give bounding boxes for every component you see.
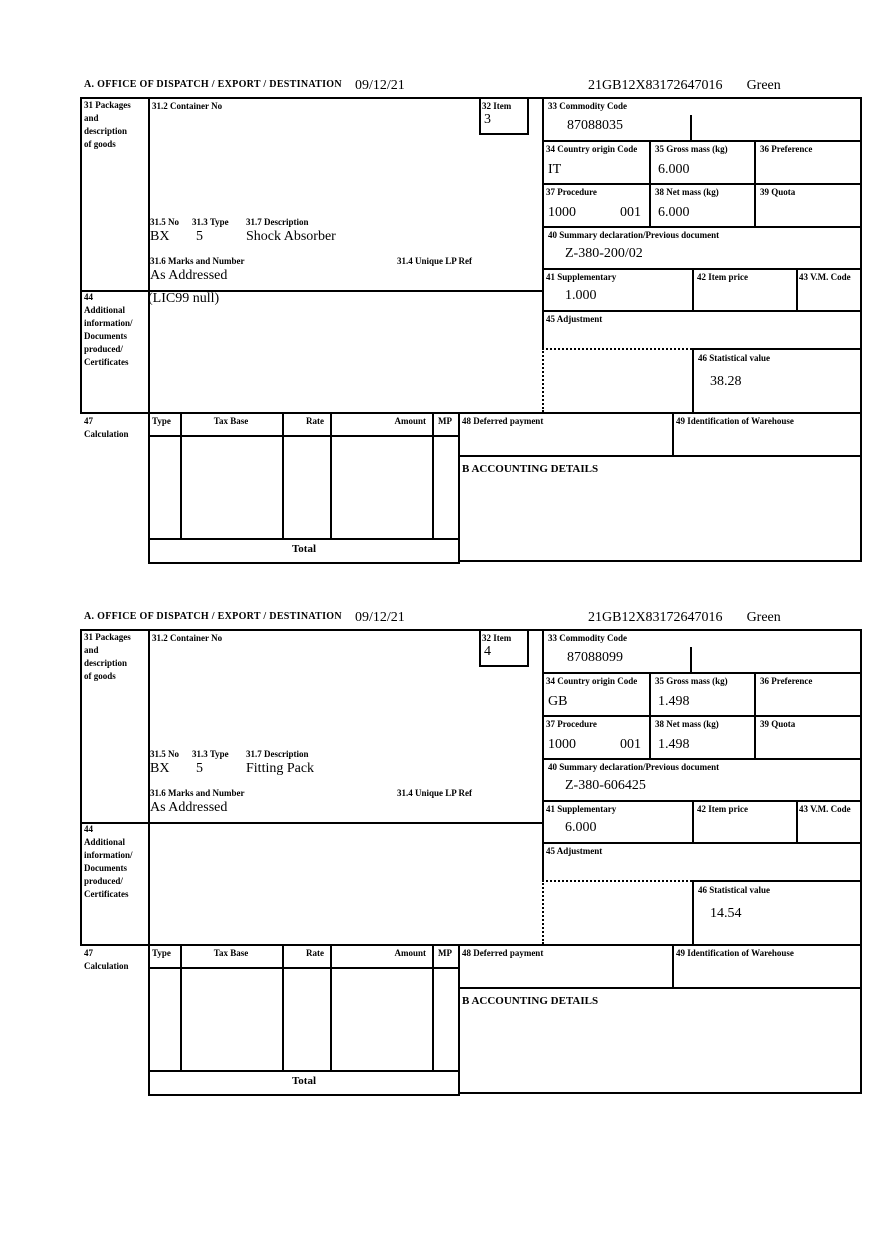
packages-label: and xyxy=(84,113,99,123)
form-border-line xyxy=(542,183,862,185)
form-border-line xyxy=(692,268,694,312)
goods-description-value: Shock Absorber xyxy=(246,229,336,244)
marks-and-number-label: 31.6 Marks and Number xyxy=(150,256,245,266)
quota-label: 39 Quota xyxy=(760,187,796,197)
form-border-line xyxy=(148,538,460,540)
previous-document-label: 40 Summary declaration/Previous document xyxy=(548,230,720,240)
unique-lp-ref-label: 31.4 Unique LP Ref xyxy=(397,256,473,266)
calc-total-label: Total xyxy=(291,543,317,555)
item-price-label: 42 Item price xyxy=(697,272,748,282)
warehouse-id-label: 49 Identification of Warehouse xyxy=(676,416,794,426)
calc-amount-header: Amount xyxy=(394,416,426,426)
calc-type-header: Type xyxy=(152,948,171,958)
calculation-label: 47 xyxy=(84,948,93,958)
previous-document-value: Z-380-606425 xyxy=(565,778,646,793)
additional-information-value: (LIC99 null) xyxy=(148,291,220,306)
declaration-date: 09/12/21 xyxy=(355,610,405,625)
form-border-line xyxy=(542,672,862,674)
commodity-code-label: 33 Commodity Code xyxy=(548,633,627,643)
item-number-value: 3 xyxy=(484,112,491,127)
form-border-dotted-line xyxy=(542,348,544,412)
commodity-code-value: 87088035 xyxy=(567,118,623,133)
form-border-dotted-line xyxy=(542,348,692,350)
additional-info-label: Certificates xyxy=(84,357,129,367)
office-of-dispatch-heading: A. OFFICE OF DISPATCH / EXPORT / DESTINATION xyxy=(84,79,342,90)
gross-mass-value: 1.498 xyxy=(658,694,690,709)
calc-mp-header: MP xyxy=(438,416,452,426)
form-border-line xyxy=(458,560,862,562)
additional-info-label: Documents xyxy=(84,863,127,873)
form-border-line xyxy=(148,629,150,1096)
form-border-line xyxy=(692,880,862,882)
net-mass-label: 38 Net mass (kg) xyxy=(655,187,719,197)
deferred-payment-label: 48 Deferred payment xyxy=(462,948,544,958)
calc-tax-base-header: Tax Base xyxy=(213,416,249,426)
additional-info-label: produced/ xyxy=(84,876,123,886)
form-border-line xyxy=(80,944,862,946)
form-border-line xyxy=(692,800,694,844)
packages-type-label: 31.3 Type xyxy=(192,217,229,227)
gross-mass-value: 6.000 xyxy=(658,162,690,177)
declaration-reference xyxy=(588,78,781,94)
calc-rate-header: Rate xyxy=(306,948,324,958)
form-border-line xyxy=(672,412,674,457)
packages-type-value: 5 xyxy=(196,761,203,776)
form-border-line xyxy=(542,800,862,802)
additional-info-label: 44 xyxy=(84,824,93,834)
form-border-line xyxy=(80,629,862,631)
additional-info-label: information/ xyxy=(84,850,133,860)
calculation-label: Calculation xyxy=(84,961,129,971)
form-border-line xyxy=(282,412,284,538)
form-border-line xyxy=(796,268,798,312)
marks-and-number-value: As Addressed xyxy=(150,800,228,815)
form-border-line xyxy=(180,944,182,1070)
adjustment-label: 45 Adjustment xyxy=(546,846,603,856)
declaration-item-sheet xyxy=(80,610,864,1110)
procedure-code-value: 001 xyxy=(620,737,641,752)
item-label: 32 Item xyxy=(482,633,512,643)
form-border-line xyxy=(649,672,651,760)
statistical-value-label: 46 Statistical value xyxy=(698,885,770,895)
packages-label: and xyxy=(84,645,99,655)
declaration-reference xyxy=(588,610,781,626)
additional-info-label: information/ xyxy=(84,318,133,328)
form-border-dotted-line xyxy=(542,880,544,944)
form-border-line xyxy=(148,97,150,564)
item-price-label: 42 Item price xyxy=(697,804,748,814)
form-border-line xyxy=(527,97,529,135)
procedure-label: 37 Procedure xyxy=(546,719,597,729)
packages-label: 31 Packages xyxy=(84,632,131,642)
form-border-line xyxy=(432,412,434,538)
supplementary-label: 41 Supplementary xyxy=(546,272,617,282)
country-origin-value: IT xyxy=(548,162,562,177)
form-border-line xyxy=(282,944,284,1070)
form-border-line xyxy=(479,133,529,135)
adjustment-label: 45 Adjustment xyxy=(546,314,603,324)
unique-lp-ref-label: 31.4 Unique LP Ref xyxy=(397,788,473,798)
calc-tax-base-header: Tax Base xyxy=(213,948,249,958)
statistical-value-label: 46 Statistical value xyxy=(698,353,770,363)
preference-label: 36 Preference xyxy=(760,144,813,154)
form-border-line xyxy=(542,140,862,142)
item-label: 32 Item xyxy=(482,101,512,111)
form-border-line xyxy=(80,97,862,99)
additional-info-label: Documents xyxy=(84,331,127,341)
form-border-line xyxy=(148,1070,460,1072)
form-border-line xyxy=(458,944,460,1094)
calc-total-label: Total xyxy=(291,1075,317,1087)
form-border-line xyxy=(330,412,332,538)
previous-document-value: Z-380-200/02 xyxy=(565,246,643,261)
form-border-dotted-line xyxy=(542,880,692,882)
country-origin-label: 34 Country origin Code xyxy=(546,144,638,154)
office-of-dispatch-heading: A. OFFICE OF DISPATCH / EXPORT / DESTINATION xyxy=(84,611,342,622)
supplementary-label: 41 Supplementary xyxy=(546,804,617,814)
goods-description-label: 31.7 Description xyxy=(246,749,309,759)
accounting-details-heading: B ACCOUNTING DETAILS xyxy=(462,995,599,1007)
container-no-label: 31.2 Container No xyxy=(152,101,223,111)
commodity-code-value: 87088099 xyxy=(567,650,623,665)
calculation-label: 47 xyxy=(84,416,93,426)
form-border-line xyxy=(690,115,692,142)
form-border-line xyxy=(542,310,862,312)
form-border-line xyxy=(692,348,694,414)
procedure-value: 1000 xyxy=(548,737,576,752)
vm-code-label: 43 V.M. Code xyxy=(799,804,851,814)
form-border-line xyxy=(754,672,756,760)
routing-status: Green xyxy=(746,78,781,93)
form-border-line xyxy=(754,140,756,228)
form-border-line xyxy=(479,629,481,665)
quota-label: 39 Quota xyxy=(760,719,796,729)
marks-and-number-label: 31.6 Marks and Number xyxy=(150,788,245,798)
form-border-line xyxy=(330,944,332,1070)
movement-reference-number: 21GB12X83172647016 xyxy=(588,610,723,625)
form-border-line xyxy=(148,967,460,969)
form-border-line xyxy=(458,455,862,457)
movement-reference-number: 21GB12X83172647016 xyxy=(588,78,723,93)
form-border-line xyxy=(692,880,694,946)
net-mass-label: 38 Net mass (kg) xyxy=(655,719,719,729)
form-border-line xyxy=(479,665,529,667)
gross-mass-label: 35 Gross mass (kg) xyxy=(655,676,728,686)
country-origin-label: 34 Country origin Code xyxy=(546,676,638,686)
form-border-line xyxy=(148,435,460,437)
calc-amount-header: Amount xyxy=(394,948,426,958)
vm-code-label: 43 V.M. Code xyxy=(799,272,851,282)
form-border-line xyxy=(690,647,692,674)
marks-and-number-value: As Addressed xyxy=(150,268,228,283)
supplementary-value: 1.000 xyxy=(565,288,597,303)
packages-no-value: BX xyxy=(150,761,170,776)
additional-info-label: Additional xyxy=(84,837,126,847)
form-border-line xyxy=(542,97,544,350)
deferred-payment-label: 48 Deferred payment xyxy=(462,416,544,426)
packages-label: 31 Packages xyxy=(84,100,131,110)
packages-type-value: 5 xyxy=(196,229,203,244)
packages-label: of goods xyxy=(84,139,116,149)
form-border-line xyxy=(80,97,82,414)
procedure-label: 37 Procedure xyxy=(546,187,597,197)
form-border-line xyxy=(649,140,651,228)
calc-type-header: Type xyxy=(152,416,171,426)
form-border-line xyxy=(148,562,460,564)
form-border-line xyxy=(542,629,544,882)
form-border-line xyxy=(542,226,862,228)
form-border-line xyxy=(860,629,862,1094)
form-border-line xyxy=(180,412,182,538)
form-border-line xyxy=(527,629,529,667)
supplementary-value: 6.000 xyxy=(565,820,597,835)
additional-info-label: 44 xyxy=(84,292,93,302)
calc-mp-header: MP xyxy=(438,948,452,958)
preference-label: 36 Preference xyxy=(760,676,813,686)
statistical-value: 38.28 xyxy=(710,374,742,389)
form-border-line xyxy=(479,97,481,133)
form-border-line xyxy=(542,758,862,760)
declaration-item-sheet xyxy=(80,78,864,578)
gross-mass-label: 35 Gross mass (kg) xyxy=(655,144,728,154)
accounting-details-heading: B ACCOUNTING DETAILS xyxy=(462,463,599,475)
container-no-label: 31.2 Container No xyxy=(152,633,223,643)
packages-label: description xyxy=(84,658,128,668)
net-mass-value: 6.000 xyxy=(658,205,690,220)
packages-no-label: 31.5 No xyxy=(150,749,179,759)
declaration-date: 09/12/21 xyxy=(355,78,405,93)
previous-document-label: 40 Summary declaration/Previous document xyxy=(548,762,720,772)
additional-info-label: Certificates xyxy=(84,889,129,899)
form-border-line xyxy=(432,944,434,1070)
item-number-value: 4 xyxy=(484,644,491,659)
form-border-line xyxy=(148,1094,460,1096)
warehouse-id-label: 49 Identification of Warehouse xyxy=(676,948,794,958)
form-border-line xyxy=(458,1092,862,1094)
form-border-line xyxy=(692,348,862,350)
form-border-line xyxy=(542,715,862,717)
country-origin-value: GB xyxy=(548,694,568,709)
routing-status: Green xyxy=(746,610,781,625)
packages-no-label: 31.5 No xyxy=(150,217,179,227)
form-border-line xyxy=(80,412,862,414)
calc-rate-header: Rate xyxy=(306,416,324,426)
form-border-line xyxy=(860,97,862,562)
procedure-value: 1000 xyxy=(548,205,576,220)
calculation-label: Calculation xyxy=(84,429,129,439)
form-border-line xyxy=(542,842,862,844)
net-mass-value: 1.498 xyxy=(658,737,690,752)
packages-label: of goods xyxy=(84,671,116,681)
packages-no-value: BX xyxy=(150,229,170,244)
form-border-line xyxy=(542,268,862,270)
form-border-line xyxy=(796,800,798,844)
packages-label: description xyxy=(84,126,128,136)
packages-type-label: 31.3 Type xyxy=(192,749,229,759)
form-border-line xyxy=(80,629,82,946)
commodity-code-label: 33 Commodity Code xyxy=(548,101,627,111)
additional-info-label: produced/ xyxy=(84,344,123,354)
procedure-code-value: 001 xyxy=(620,205,641,220)
statistical-value: 14.54 xyxy=(710,906,742,921)
form-border-line xyxy=(458,987,862,989)
additional-info-label: Additional xyxy=(84,305,126,315)
goods-description-label: 31.7 Description xyxy=(246,217,309,227)
goods-description-value: Fitting Pack xyxy=(246,761,315,776)
form-border-line xyxy=(672,944,674,989)
form-border-line xyxy=(458,412,460,562)
